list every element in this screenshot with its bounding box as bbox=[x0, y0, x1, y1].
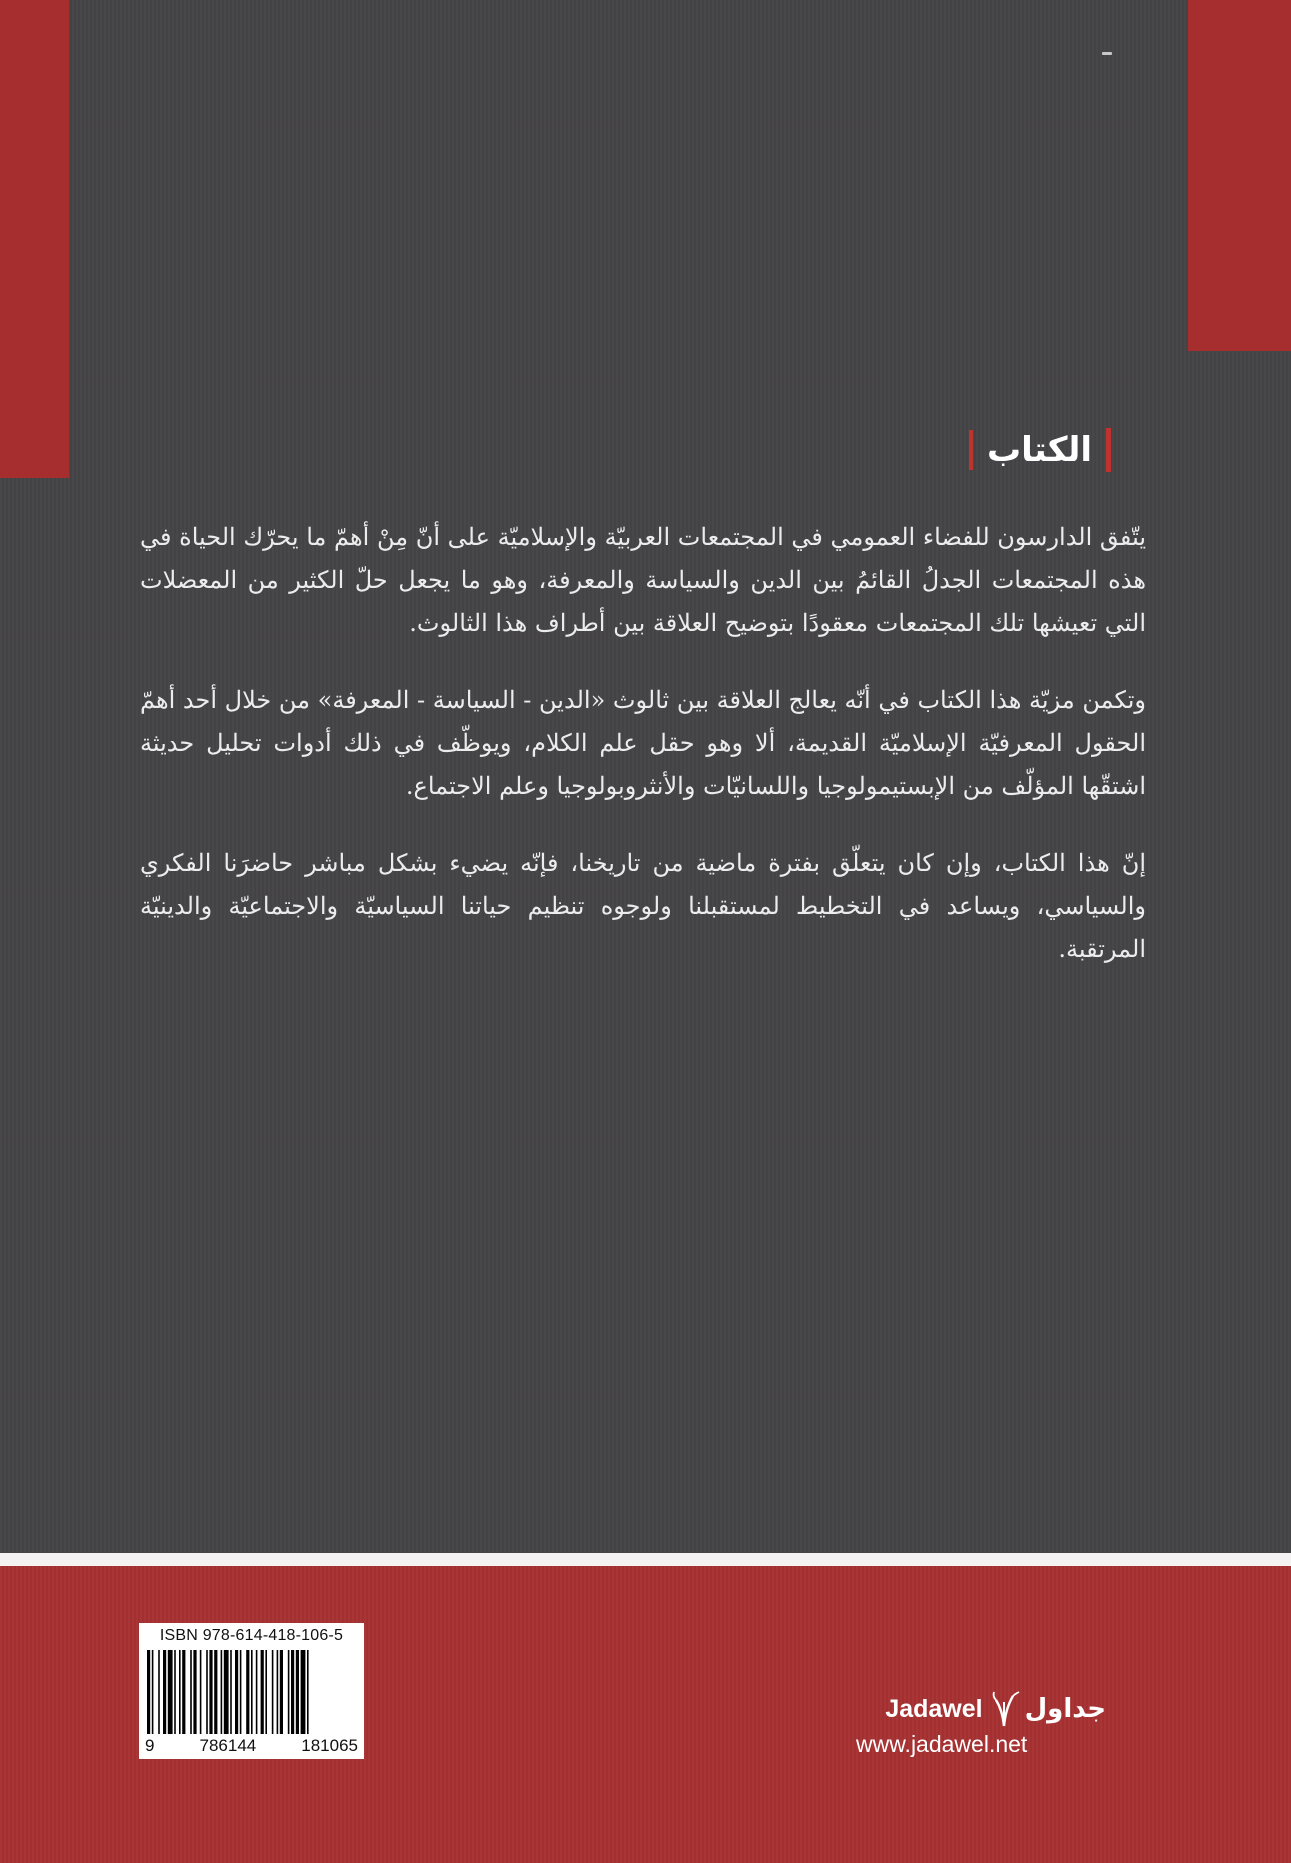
barcode-digit-prefix: 9 bbox=[145, 1736, 155, 1755]
feather-branch-icon bbox=[987, 1690, 1021, 1728]
barcode-panel bbox=[139, 1623, 364, 1759]
heading-title: الكتاب bbox=[986, 430, 1092, 470]
red-accent-strip-left bbox=[0, 0, 69, 478]
blurb-text bbox=[140, 516, 1146, 1005]
red-accent-strip-right bbox=[1188, 0, 1291, 351]
blurb-paragraph-1: يتّفق الدارسون للفضاء العمومي في المجتمعات العربيّة والإسلاميّة على أنّ مِنْ أهمّ ما يحرّك الحياة في هذه المجتمعات الجدلُ القائمُ بين الدين والسياسة والمعرفة، وهو ما يجعل حلّ الكثير من المعضلات التي تعيشها تلك المجتمعات معقودًا بتوضيح العلاقة بين أطراف هذا الثالوث. bbox=[140, 523, 1146, 637]
heading-bar-left bbox=[969, 430, 973, 470]
section-heading bbox=[969, 428, 1111, 472]
publisher-name-arabic: جداول bbox=[1024, 1694, 1106, 1724]
barcode-digits bbox=[139, 1736, 364, 1756]
white-divider-line bbox=[0, 1553, 1291, 1566]
barcode-digit-group-1: 786144 bbox=[199, 1736, 257, 1755]
barcode-digit-group-2: 181065 bbox=[301, 1736, 358, 1755]
publisher-block bbox=[856, 1689, 1106, 1759]
isbn-label: ISBN 978-614-418-106-5 bbox=[159, 1627, 344, 1644]
barcode-icon bbox=[147, 1650, 356, 1734]
publisher-name-latin: Jadawel bbox=[885, 1694, 983, 1723]
spine-tick-mark bbox=[1102, 52, 1112, 55]
publisher-url: www.jadawel.net bbox=[856, 1731, 1028, 1757]
publisher-logo-row bbox=[856, 1689, 1106, 1729]
blurb-paragraph-3: إنّ هذا الكتاب، وإن كان يتعلّق بفترة ماضية من تاريخنا، فإنّه يضيء بشكل مباشر حاضرَنا الفكري والسياسي، ويساعد في التخطيط لمستقبلنا ولوجوه تنظيم حياتنا السياسيّة والاجتماعيّة والدينيّة المرتقبة. bbox=[140, 849, 1147, 963]
heading-bar-right bbox=[1106, 428, 1111, 472]
blurb-paragraph-2: وتكمن مزيّة هذا الكتاب في أنّه يعالج العلاقة بين ثالوث «الدين - السياسة - المعرفة» من خلال أحد أهمّ الحقول المعرفيّة الإسلاميّة القديمة، ألا وهو حقل علم الكلام، ويوظّف في ذلك أدوات تحليل حديثة اشتقّها المؤلّف من الإبستيمولوجيا واللسانيّات والأنثروبولوجيا وعلم الاجتماع. bbox=[140, 686, 1146, 800]
